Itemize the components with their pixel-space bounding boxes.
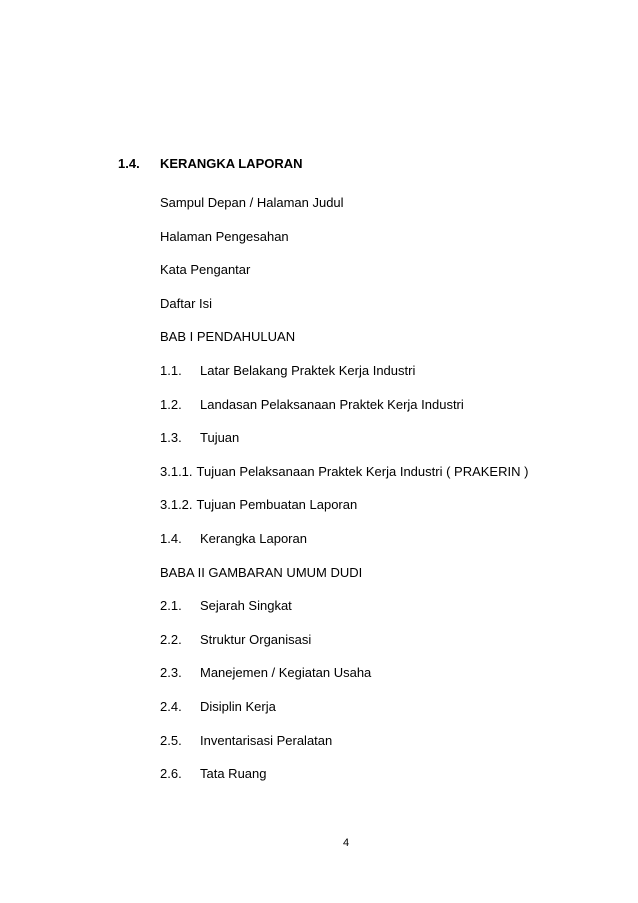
outline-item-text: Daftar Isi [160, 295, 213, 311]
outline-item-text: Kata Pengantar [160, 262, 251, 278]
outline-item-number: 3.1.2. [160, 497, 193, 513]
outline-item-number: 1.1. [160, 362, 182, 378]
section-title: KERANGKA LAPORAN [160, 156, 303, 171]
outline-item-text: Halaman Pengesahan [160, 228, 289, 244]
outline-item-text: Latar Belakang Praktek Kerja Industri [200, 362, 416, 378]
outline-item [160, 665, 600, 699]
outline-item-text: Struktur Organisasi [200, 631, 312, 647]
outline-item [160, 430, 600, 464]
outline-item-number: 2.1. [160, 598, 182, 614]
outline-item-number: 2.4. [160, 698, 182, 714]
outline-item [160, 397, 600, 431]
outline-item-text: Sampul Depan / Halaman Judul [160, 195, 344, 210]
outline-item-number: 1.2. [160, 396, 182, 412]
outline-item-text: Disiplin Kerja [200, 698, 276, 714]
outline-item [160, 262, 600, 296]
outline-item-text: Manejemen / Kegiatan Usaha [200, 665, 372, 681]
outline-item [160, 565, 600, 599]
outline-item-text: Inventarisasi Peralatan [200, 732, 333, 748]
outline-item [160, 363, 600, 397]
outline-list [160, 195, 600, 800]
outline-item-number: 1.4. [160, 530, 182, 546]
outline-item-number: 2.6. [160, 766, 182, 782]
outline-item [160, 531, 600, 565]
outline-item-number: 2.3. [160, 665, 182, 681]
outline-item [160, 699, 600, 733]
outline-item [160, 733, 600, 767]
outline-item-number: 2.2. [160, 631, 182, 647]
outline-item-text: Kerangka Laporan [200, 530, 307, 546]
outline-item [160, 296, 600, 330]
outline-item [160, 329, 600, 363]
outline-item-number: 1.3. [160, 430, 182, 446]
section-number: 1.4. [118, 156, 140, 171]
outline-item [160, 229, 600, 263]
outline-item [160, 464, 600, 498]
page-number: 4 [343, 837, 350, 849]
outline-item-text: BAB I PENDAHULUAN [160, 329, 296, 345]
outline-item-number: 3.1.1. [160, 463, 193, 479]
outline-item [160, 766, 600, 800]
outline-item [160, 632, 600, 666]
outline-item-text: Tujuan Pelaksanaan Praktek Kerja Industri ( PRAKERIN ) [196, 463, 529, 479]
outline-item-text: BABA II GAMBARAN UMUM DUDI [160, 564, 363, 580]
outline-item-text: Landasan Pelaksanaan Praktek Kerja Industri [200, 396, 464, 412]
outline-item [160, 195, 600, 229]
outline-item-number: 2.5. [160, 732, 182, 748]
section-heading [0, 156, 638, 176]
outline-item-text: Tujuan [200, 430, 240, 446]
outline-item [160, 497, 600, 531]
outline-item-text: Sejarah Singkat [200, 598, 292, 614]
outline-item-text: Tujuan Pembuatan Laporan [196, 497, 358, 513]
outline-item-text: Tata Ruang [200, 766, 267, 782]
outline-item [160, 598, 600, 632]
